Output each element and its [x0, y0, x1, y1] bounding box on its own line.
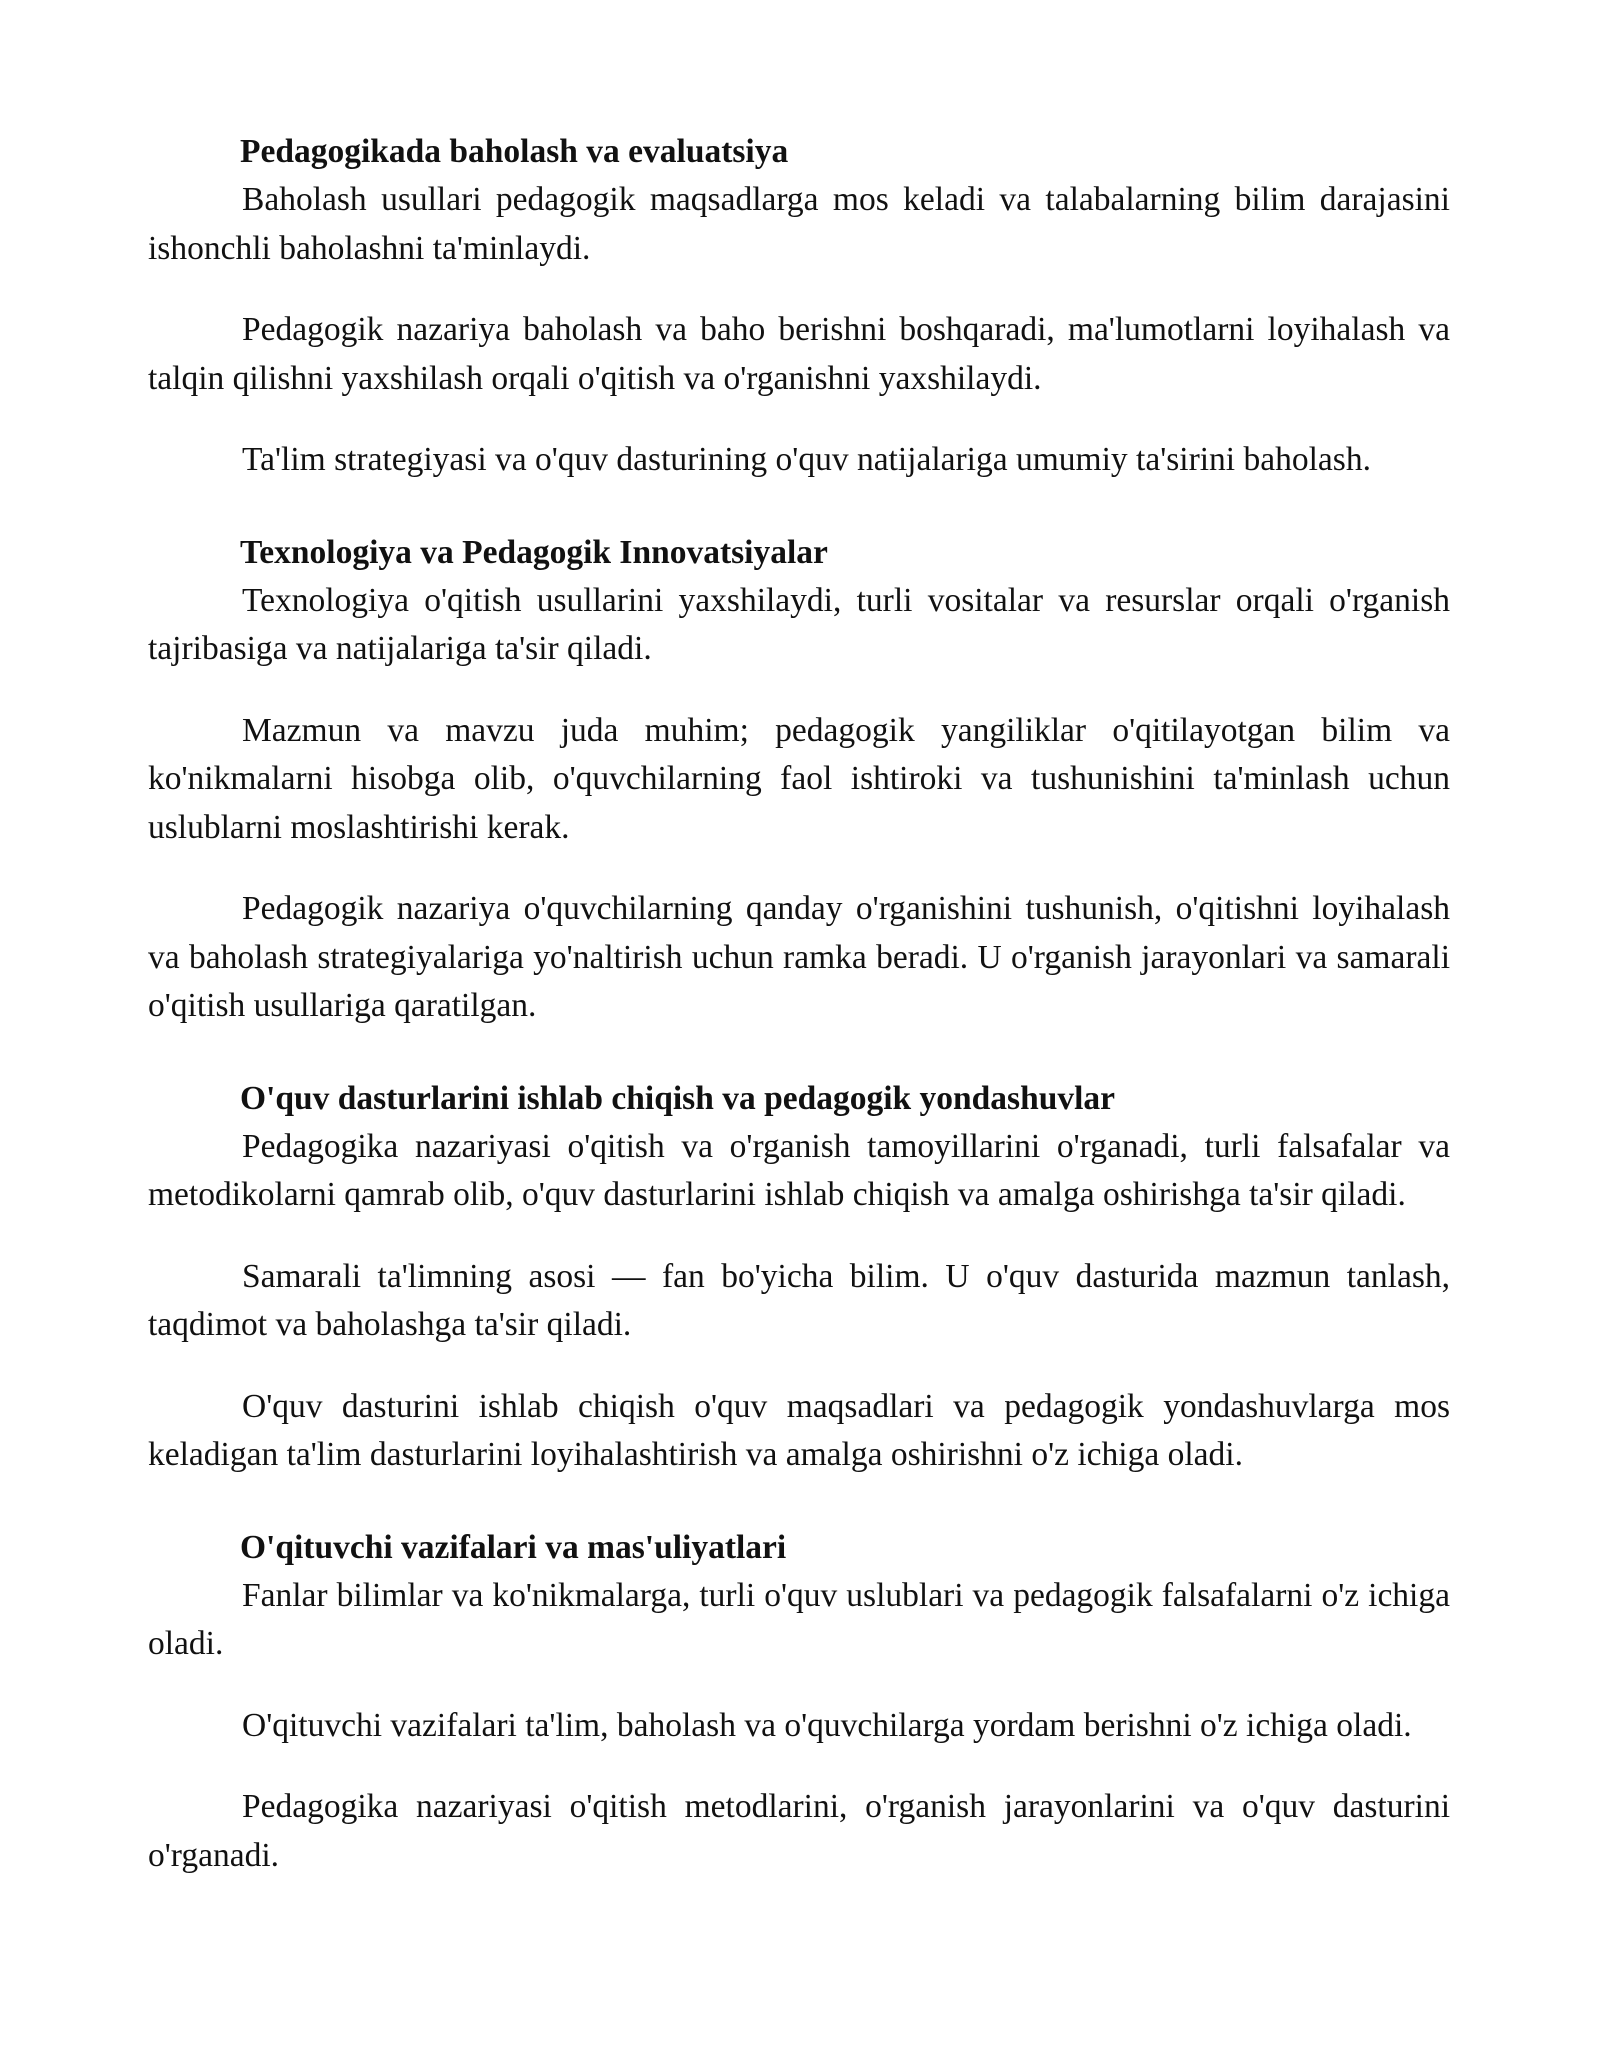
paragraph: Fanlar bilimlar va ko'nikmalarga, turli o'quv uslublari va pedagogik falsafalarni o'z ichiga oladi. [148, 1576, 1450, 1662]
section-assessment [148, 128, 1450, 485]
paragraph: Pedagogika nazariyasi o'qitish metodlarini, o'rganish jarayonlarini va o'quv dasturini o'rganadi. [148, 1788, 1450, 1874]
paragraph: O'quv dasturini ishlab chiqish o'quv maqsadlari va pedagogik yondashuvlarga mos keladigan ta'lim dasturlarini loyihalashtirish va amalga oshirishni o'z ichiga oladi. [148, 1387, 1450, 1473]
section-heading: O'quv dasturlarini ishlab chiqish va pedagogik yondashuvlar [240, 1079, 1116, 1117]
section-heading: Texnologiya va Pedagogik Innovatsiyalar [240, 533, 828, 571]
paragraph: Ta'lim strategiyasi va o'quv dasturining o'quv natijalariga umumiy ta'sirini baholash. [242, 441, 1371, 478]
paragraph: Samarali ta'limning asosi — fan bo'yicha bilim. U o'quv dasturida mazmun tanlash, taqdimot va baholashga ta'sir qiladi. [148, 1257, 1450, 1343]
paragraph: Baholash usullari pedagogik maqsadlarga mos keladi va talabalarning bilim darajasini ishonchli baholashni ta'minlaydi. [148, 181, 1450, 267]
paragraph: Pedagogika nazariyasi o'qitish va o'rganish tamoyillarini o'rganadi, turli falsafalar va metodikolarni qamrab olib, o'quv dasturlarini ishlab chiqish va amalga oshirishga ta'sir qiladi. [148, 1127, 1450, 1213]
paragraph: O'qituvchi vazifalari ta'lim, baholash va o'quvchilarga yordam berishni o'z ichiga oladi. [242, 1706, 1412, 1744]
document-page [148, 128, 1450, 1924]
section-heading: Pedagogikada baholash va evaluatsiya [240, 133, 789, 170]
paragraph: Pedagogik nazariya o'quvchilarning qanday o'rganishini tushunish, o'qitishni loyihalash va baholash strategiyalariga yo'naltirish uchun ramka beradi. U o'rganish jarayonlari va samarali o'qitish usullariga qaratilgan. [148, 890, 1450, 1024]
paragraph: Mazmun va mavzu juda muhim; pedagogik yangiliklar o'qitilayotgan bilim va ko'nikmalarni hisobga olib, o'quvchilarning faol ishtiroki va tushunishini ta'minlash uchun uslublarni moslashtirishi kerak. [148, 711, 1450, 846]
section-technology [148, 529, 1450, 1031]
paragraph: Texnologiya o'qitish usullarini yaxshilaydi, turli vositalar va resurslar orqali o'rganish tajribasiga va natijalariga ta'sir qiladi. [148, 581, 1450, 667]
paragraph: Pedagogik nazariya baholash va baho berishni boshqaradi, ma'lumotlarni loyihalash va talqin qilishni yaxshilash orqali o'qitish va o'rganishni yaxshilaydi. [148, 311, 1450, 397]
section-heading: O'qituvchi vazifalari va mas'uliyatlari [240, 1528, 787, 1566]
section-curriculum [148, 1075, 1450, 1480]
section-teacher-duties [148, 1524, 1450, 1881]
